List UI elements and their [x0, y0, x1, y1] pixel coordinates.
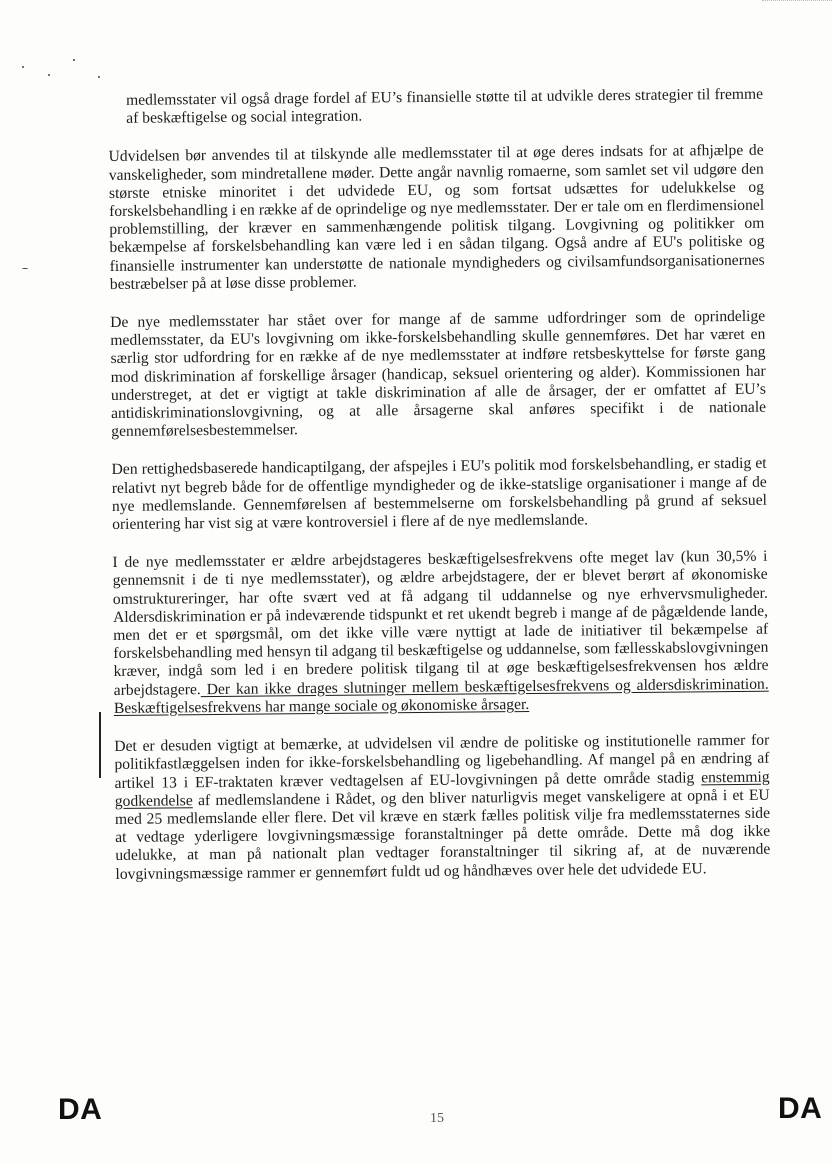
scan-speck [73, 59, 75, 61]
scan-speck [48, 74, 50, 76]
paragraph-institutional-framework [114, 732, 770, 884]
footer-language-code-right: DA [778, 1092, 823, 1125]
paragraph-disability-approach: Den rettighedsbaserede handicaptilgang, der afspejles i EU's politik mod forskelsbehandling, er stadig et relativt nyt begreb både for de offentlige myndigheder og de ikke-statslige organisationer i mange af de nye medlemslande. Gennemførelsen af bestemmelserne om forskelsbehandling på grund af seksuel orientering har vist sig at være kontroversiel i flere af de nye medlemslande. [111, 455, 768, 534]
scan-speck [22, 268, 28, 269]
framework-text-after: af medlemslandene i Rådet, og den bliver naturligvis meget vanskeligere at opnå i et EU med 25 medlemslande eller flere. Det vil kræve en stærk fælles politisk vilje fra medlemsstaternes side at vedtage yderligere lovgivningsmæssige foranstaltninger på dette område. Dette må dog ikke udelukke, at man på nationalt plan vedtager foranstaltninger til sikring af, at de nuværende lovgivningsmæssige rammer er gennemført fuldt ud og håndhæves over hele det udvidede EU. [114, 786, 771, 883]
underlined-amendment: Der kan ikke drages slutninger mellem beskæftigelsesfrekvens og aldersdiskrimination. Beskæftigelsesfrekvens har mange sociale og økonomiske årsager. [113, 675, 769, 717]
framework-text-before: Det er desuden vigtigt at bemærke, at udvidelsen vil ændre de politiske og institutionelle rammer for politikfastlæggelsen inden for ikke-forskelsbehandling og ligebehandling. Af mangel på en ændring af artikel 13 i EF-traktaten kræver vedtagelsen af EU-lovgivningen på dette område stadig [114, 731, 770, 792]
scan-speck [22, 66, 24, 68]
paragraph-new-member-states: De nye medlemsstater har stået over for mange af de samme udfordringer som de oprindelige medlemsstater, da EU's lovgivning om ikke-forskelsbehandling skulle gennemføres. Det har været en særlig stor udfordring for en række af de nye medlemsstater at indføre retsbeskyttelse for første gang mod diskrimination af forskellige årsager (handicap, seksuel orientering og alder). Kommissionen har understreget, at det er vigtigt at takle diskrimination af alle de årsager, der er omfattet af EU’s antidiskriminationslovgivning, og at alle årsagerne skal anføres specifikt i de nationale gennemførelsesbestemmelser. [110, 307, 767, 441]
paragraph-continuation: medlemsstater vil også drage fordel af EU’s finansielle støtte til at udvikle deres strategier til fremme af beskæftigelse og social integration. [125, 85, 764, 128]
page-number: 15 [430, 1111, 444, 1126]
body-text [108, 86, 771, 904]
paragraph-older-workers [112, 548, 769, 718]
underlined-unanimous-approval: enstemmig godkendelse [114, 768, 770, 810]
revision-change-bar [99, 712, 101, 778]
older-workers-text: I de nye medlemsstater er ældre arbejdstageres beskæftigelsesfrekvens ofte meget lav (kun 30,5% i gennemsnit i de ti nye medlemsstater), og ældre arbejdstagere, der er blevet berørt af økonomiske omstruktureringer, har ofte svært ved at få adgang til uddannelse og nye erhvervsmuligheder. Aldersdiskrimination er på indeværende tidspunkt et ret ukendt begreb i mange af de pågældende lande, men det er et spørgsmål, om det ikke ville være nyttigt at lade de initiativer til bekæmpelse af forskelsbehandling med hensyn til adgang til beskæftigelse og uddannelse, som fællesskabslovgivningen kræver, indgå som led i en bredere politisk tilgang til at øge beskæftigelsesfrekvensen hos ældre arbejdstagere. [112, 547, 769, 699]
scan-speck [98, 76, 100, 78]
footer-language-code-left: DA [58, 1093, 103, 1126]
paragraph-minorities: Udvidelsen bør anvendes til at tilskynde alle medlemsstater til at øge deres indsats for at afhjælpe de vanskeligheder, som mindretallene møder. Dette angår navnlig romaerne, som samlet set vil udgøre den største etniske minoritet i det udvidede EU, og som fortsat udsættes for udelukkelse og forskelsbehandling i en række af de oprindelige og nye medlemsstater. Der er tale om en flerdimensionel problemstilling, der kræver en sammenhængende politisk tilgang. Lovgivning og politikker om bekæmpelse af forskelsbehandling kan være led i en sådan tilgang. Også andre af EU's politiske og finansielle instrumenter kan understøtte de nationale myndigheders og civilsamfundsorganisationernes bestræbelser på at løse disse problemer. [108, 142, 765, 293]
scan-corner-mark [762, 0, 832, 5]
